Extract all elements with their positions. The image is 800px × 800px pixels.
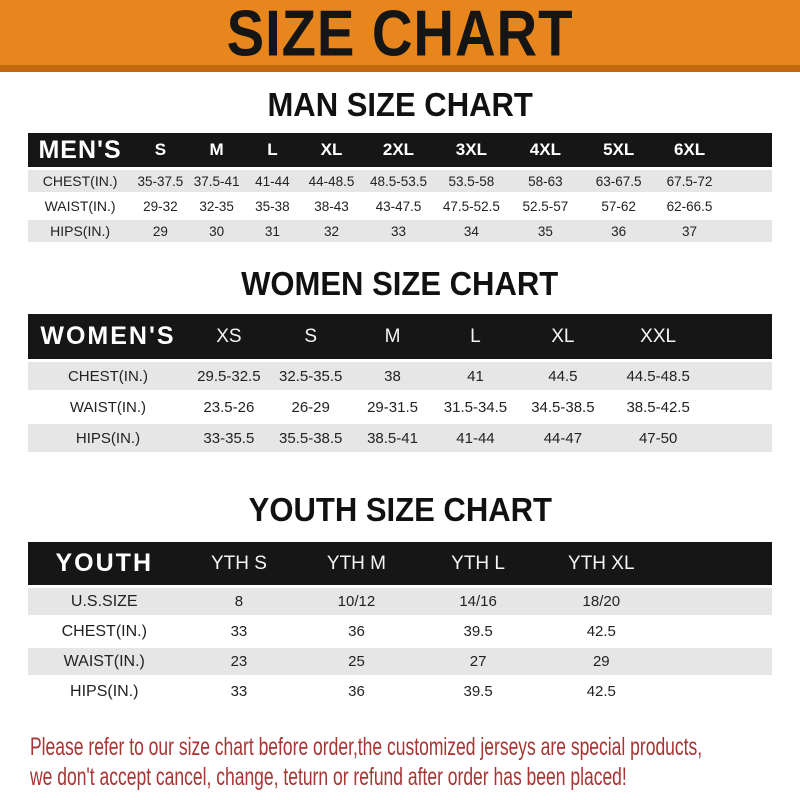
size-cell: 38 <box>352 362 434 390</box>
column-header: XL <box>300 133 362 167</box>
table-row <box>28 220 772 242</box>
row-label: WAIST(IN.) <box>28 648 181 675</box>
size-cell: 52.5-57 <box>509 195 583 217</box>
women-header-row <box>28 314 772 359</box>
disclaimer-note <box>30 732 800 792</box>
man-section-title <box>0 86 800 124</box>
size-cell: 42.5 <box>541 678 772 705</box>
column-header: M <box>189 133 245 167</box>
size-cell: 58-63 <box>509 170 583 192</box>
table-row <box>28 393 772 421</box>
size-cell: 33 <box>181 618 298 645</box>
size-cell: 47-50 <box>608 424 772 452</box>
women-section-title-text: WOMEN SIZE CHART <box>241 265 559 302</box>
column-header: XL <box>518 314 609 359</box>
size-cell: 29 <box>541 648 772 675</box>
size-cell: 29-31.5 <box>352 393 434 421</box>
column-header: 3XL <box>434 133 508 167</box>
size-cell: 53.5-58 <box>434 170 508 192</box>
size-cell: 10/12 <box>297 588 415 615</box>
size-cell: 36 <box>582 220 655 242</box>
youth-section-title-text: YOUTH SIZE CHART <box>248 491 552 528</box>
column-header: YTH S <box>181 542 298 585</box>
size-cell: 44-47 <box>518 424 609 452</box>
row-label: HIPS(IN.) <box>28 424 188 452</box>
size-cell: 36 <box>297 618 415 645</box>
size-cell: 33 <box>363 220 434 242</box>
column-header: S <box>270 314 352 359</box>
row-label: HIPS(IN.) <box>28 678 181 705</box>
size-cell: 23 <box>181 648 298 675</box>
size-cell: 35 <box>509 220 583 242</box>
column-header: 2XL <box>363 133 434 167</box>
column-header: XXL <box>608 314 772 359</box>
size-chart-banner <box>0 0 800 72</box>
size-cell: 29-32 <box>132 195 189 217</box>
size-cell: 36 <box>297 678 415 705</box>
size-cell: 14/16 <box>416 588 541 615</box>
man-section-title-text: MAN SIZE CHART <box>267 86 533 123</box>
size-cell: 44-48.5 <box>300 170 362 192</box>
men-size-table <box>28 130 772 245</box>
size-cell: 48.5-53.5 <box>363 170 434 192</box>
youth-table-label: YOUTH <box>28 542 181 585</box>
column-header: L <box>433 314 517 359</box>
size-cell: 34.5-38.5 <box>518 393 609 421</box>
size-cell: 38-43 <box>300 195 362 217</box>
women-size-table <box>28 311 772 455</box>
row-label: CHEST(IN.) <box>28 618 181 645</box>
size-cell: 44.5 <box>518 362 609 390</box>
size-cell: 63-67.5 <box>582 170 655 192</box>
men-header-row <box>28 133 772 167</box>
table-row <box>28 195 772 217</box>
table-row <box>28 678 772 705</box>
youth-section-title <box>0 491 800 529</box>
column-header: L <box>244 133 300 167</box>
disclaimer-line-1: Please refer to our size chart before order,the customized jerseys are special products, <box>30 733 703 761</box>
size-cell: 35-37.5 <box>132 170 189 192</box>
size-cell: 41-44 <box>433 424 517 452</box>
column-header: YTH M <box>297 542 415 585</box>
size-cell: 39.5 <box>416 678 541 705</box>
size-cell: 35-38 <box>244 195 300 217</box>
banner-title: SIZE CHART <box>226 0 574 70</box>
table-row <box>28 588 772 615</box>
size-cell: 32.5-35.5 <box>270 362 352 390</box>
size-cell: 34 <box>434 220 508 242</box>
column-header: 5XL <box>582 133 655 167</box>
size-cell: 43-47.5 <box>363 195 434 217</box>
size-cell: 67.5-72 <box>655 170 772 192</box>
column-header: YTH L <box>416 542 541 585</box>
column-header: 4XL <box>509 133 583 167</box>
disclaimer-line-2: we don't accept cancel, change, teturn or refund after order has been placed! <box>30 763 627 791</box>
size-cell: 8 <box>181 588 298 615</box>
row-label: U.S.SIZE <box>28 588 181 615</box>
column-header: M <box>352 314 434 359</box>
column-header: YTH XL <box>541 542 772 585</box>
size-cell: 25 <box>297 648 415 675</box>
women-section-title <box>0 265 800 303</box>
size-cell: 41 <box>433 362 517 390</box>
size-cell: 38.5-42.5 <box>608 393 772 421</box>
size-cell: 29 <box>132 220 189 242</box>
column-header: XS <box>188 314 270 359</box>
size-cell: 42.5 <box>541 618 772 645</box>
size-cell: 26-29 <box>270 393 352 421</box>
size-cell: 27 <box>416 648 541 675</box>
size-cell: 33-35.5 <box>188 424 270 452</box>
table-row <box>28 424 772 452</box>
row-label: WAIST(IN.) <box>28 195 132 217</box>
table-row <box>28 618 772 645</box>
row-label: CHEST(IN.) <box>28 362 188 390</box>
row-label: WAIST(IN.) <box>28 393 188 421</box>
column-header: 6XL <box>655 133 772 167</box>
size-cell: 44.5-48.5 <box>608 362 772 390</box>
youth-header-row <box>28 542 772 585</box>
table-row <box>28 170 772 192</box>
size-cell: 33 <box>181 678 298 705</box>
size-cell: 62-66.5 <box>655 195 772 217</box>
size-cell: 31 <box>244 220 300 242</box>
size-cell: 37 <box>655 220 772 242</box>
size-cell: 57-62 <box>582 195 655 217</box>
youth-size-table <box>28 539 772 708</box>
table-row <box>28 648 772 675</box>
size-cell: 23.5-26 <box>188 393 270 421</box>
size-cell: 32 <box>300 220 362 242</box>
size-cell: 37.5-41 <box>189 170 245 192</box>
size-cell: 47.5-52.5 <box>434 195 508 217</box>
size-cell: 35.5-38.5 <box>270 424 352 452</box>
size-cell: 18/20 <box>541 588 772 615</box>
size-cell: 30 <box>189 220 245 242</box>
size-cell: 29.5-32.5 <box>188 362 270 390</box>
women-table-label: WOMEN'S <box>28 314 188 359</box>
men-table-label: MEN'S <box>28 133 132 167</box>
size-cell: 31.5-34.5 <box>433 393 517 421</box>
size-cell: 41-44 <box>244 170 300 192</box>
row-label: CHEST(IN.) <box>28 170 132 192</box>
size-cell: 38.5-41 <box>352 424 434 452</box>
table-row <box>28 362 772 390</box>
size-cell: 32-35 <box>189 195 245 217</box>
row-label: HIPS(IN.) <box>28 220 132 242</box>
size-cell: 39.5 <box>416 618 541 645</box>
column-header: S <box>132 133 189 167</box>
